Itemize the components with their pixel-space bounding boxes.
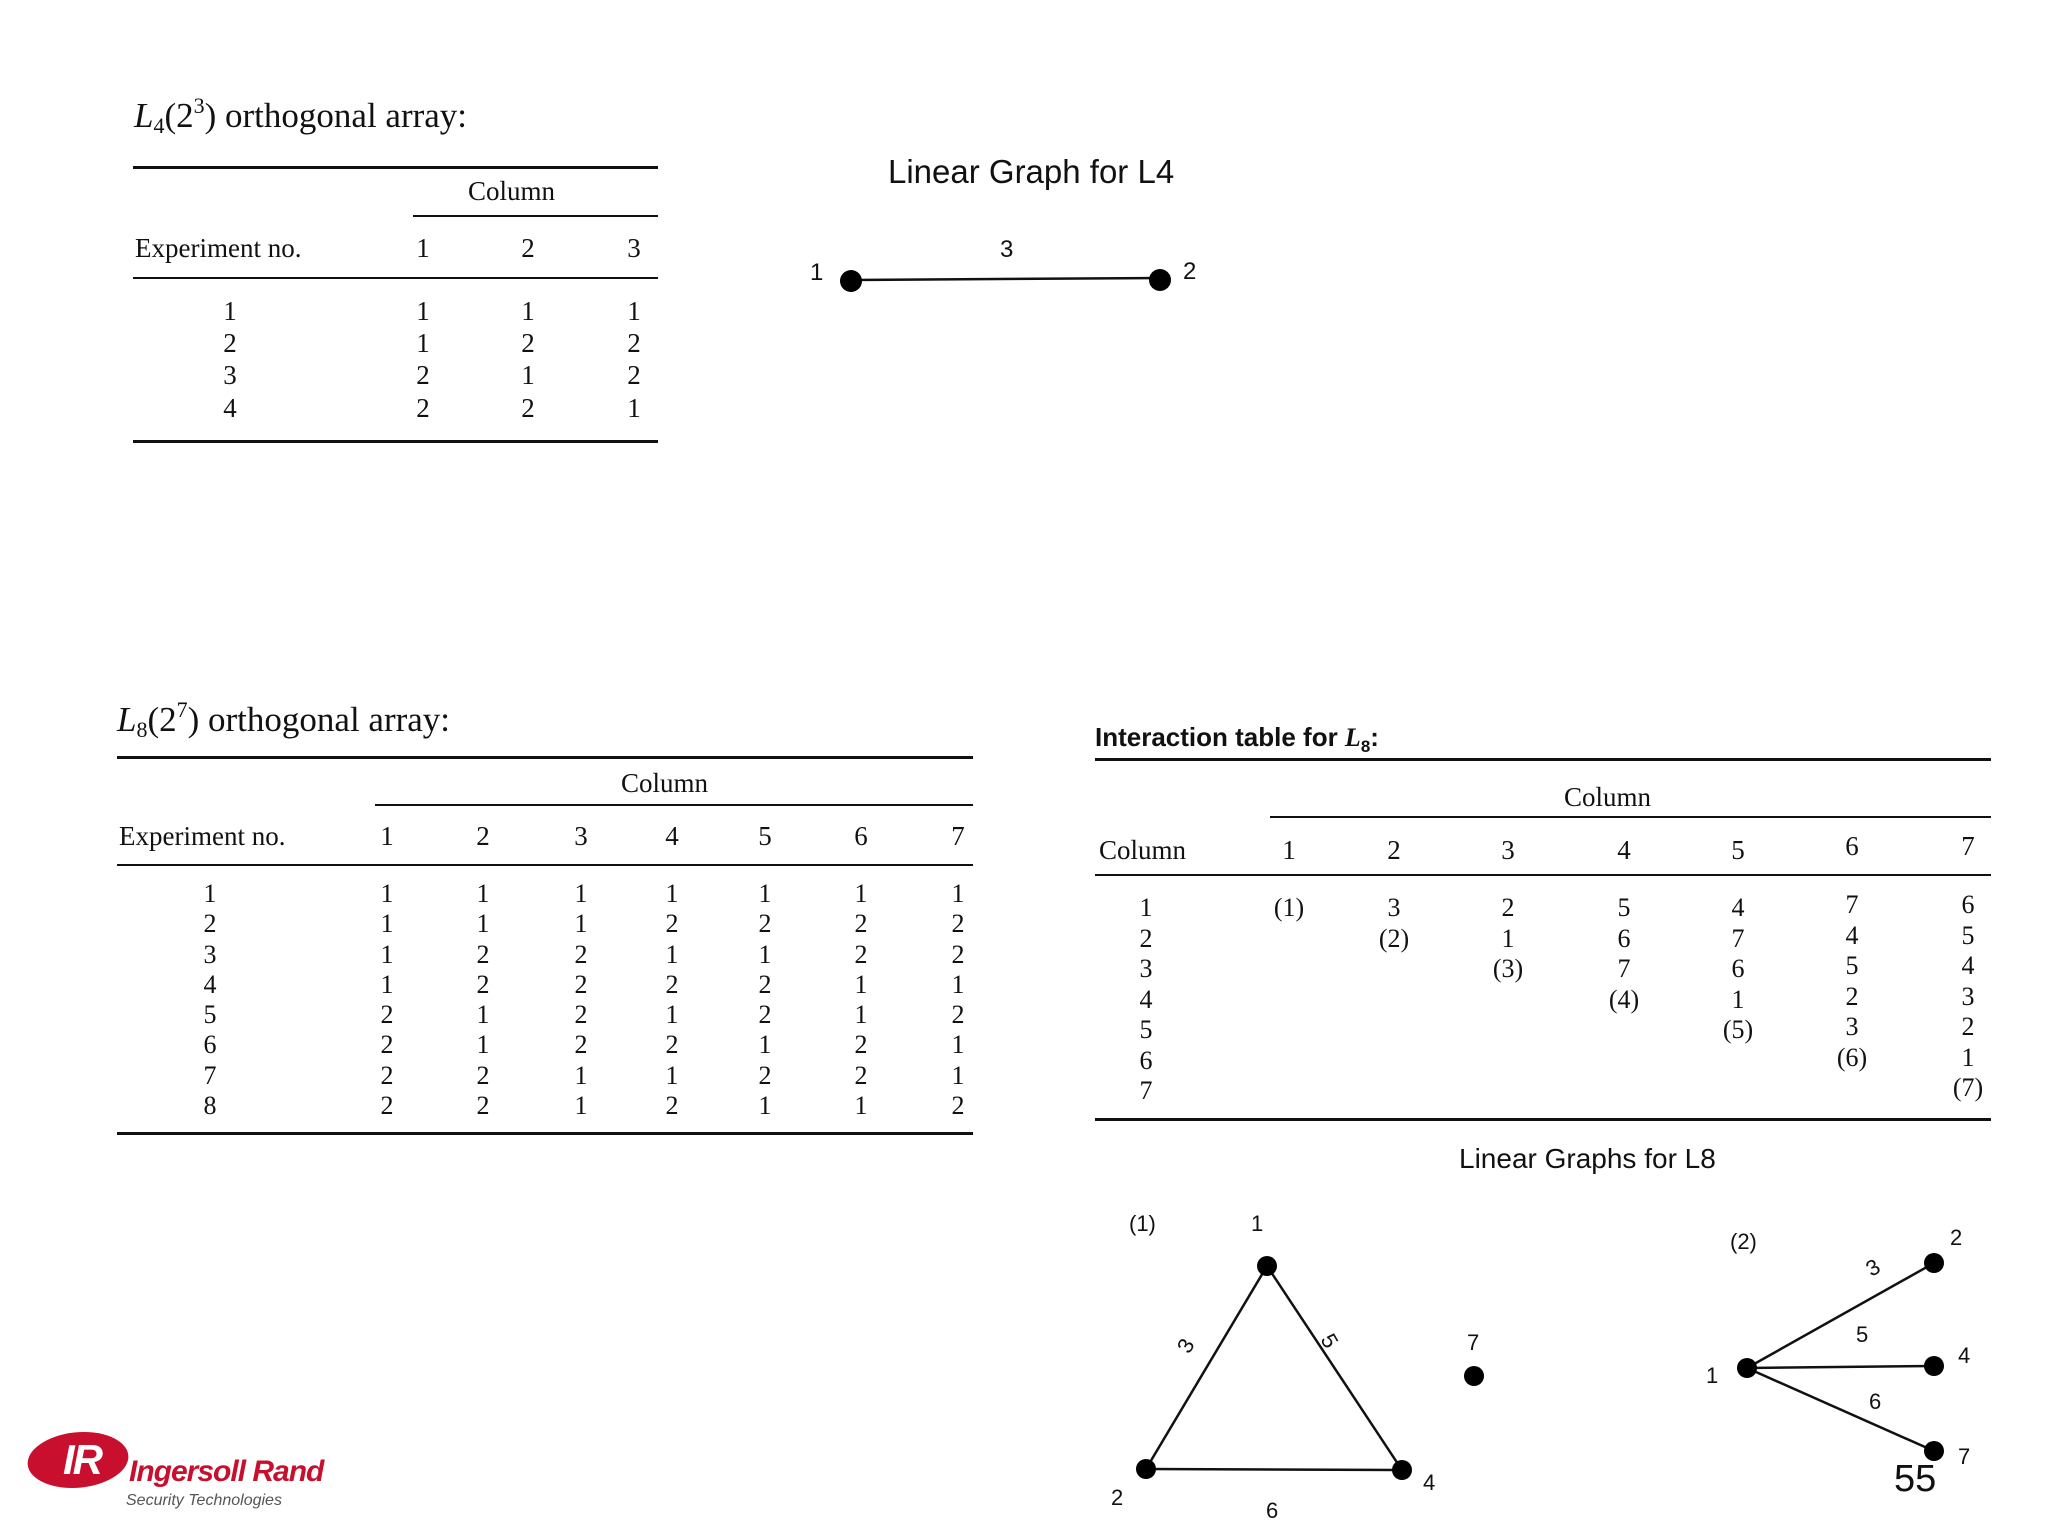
page-number: 55 (1894, 1458, 1937, 1500)
interaction-cell: 5 (1845, 951, 1859, 980)
g2-node-2 (1924, 1253, 1944, 1273)
ingersoll-rand-logo-name: Ingersoll Rand (129, 1455, 324, 1488)
g1-edge-1-2 (1146, 1266, 1267, 1469)
interaction-cell: 3 (1387, 893, 1401, 922)
interaction-row-label: 2 (1139, 923, 1153, 953)
l8-cell: 1 (380, 909, 394, 939)
interaction-row-label: 1 (1139, 893, 1153, 922)
interaction-cell: 6 (1617, 923, 1631, 953)
interaction-col-header-2: 2 (1387, 835, 1401, 865)
interaction-cell: (4) (1608, 984, 1640, 1014)
g1-node-4 (1392, 1460, 1412, 1480)
l8-cell: 1 (854, 1091, 868, 1121)
l4-cell: 1 (521, 296, 535, 326)
l8-cell: 1 (476, 1000, 490, 1030)
l4-graph-title: Linear Graph for L4 (888, 153, 1175, 190)
l4-cell: 2 (521, 328, 535, 358)
l8-cell: 2 (951, 1091, 965, 1121)
l4-col-header-2: 2 (521, 233, 535, 263)
g1-edge-5-label: 5 (1315, 1329, 1344, 1353)
l8-cell: 1 (665, 939, 679, 969)
interaction-cell: 5 (1617, 893, 1631, 922)
interaction-cell: (3) (1492, 954, 1524, 983)
l8-cell: 1 (758, 879, 772, 908)
l8-cell: 2 (665, 909, 679, 939)
l8-cell: 2 (758, 1000, 772, 1030)
l4-row-header: Experiment no. (135, 233, 302, 263)
interaction-cell: 5 (1961, 920, 1975, 950)
l8-cell: 2 (574, 1030, 588, 1060)
l4-graph-node-2-label: 2 (1183, 258, 1197, 285)
interaction-cell: 3 (1845, 1012, 1859, 1041)
l8-cell: 2 (854, 909, 868, 939)
l8-cell: 1 (854, 969, 868, 999)
l8-cell: 1 (476, 879, 490, 908)
interaction-cell: 6 (1731, 954, 1745, 983)
l8-cell: 1 (574, 1060, 588, 1090)
interaction-cell: 2 (1501, 893, 1515, 922)
l4-cell: 2 (416, 360, 430, 390)
l4-cell: 1 (627, 393, 641, 423)
l8-cell: 1 (380, 879, 394, 908)
l8-cell: 1 (574, 909, 588, 939)
l8-col-header-1: 1 (380, 821, 394, 851)
l8-cell: 2 (665, 1091, 679, 1121)
g1-edge-2-4 (1146, 1469, 1402, 1470)
interaction-row-label: 7 (1139, 1076, 1153, 1105)
l8-col-header-7: 7 (951, 821, 965, 851)
interaction-cell: (1) (1273, 893, 1305, 922)
interaction-row-label: 6 (1139, 1045, 1153, 1075)
l8-cell: 1 (665, 1060, 679, 1090)
l4-exp-number: 2 (223, 328, 237, 358)
ingersoll-rand-logo-mark: IR (28, 1432, 134, 1492)
g1-node-7 (1464, 1366, 1484, 1386)
l4-cell: 2 (416, 393, 430, 423)
l8-cell: 2 (380, 1060, 394, 1090)
l8-cell: 1 (854, 1000, 868, 1030)
l8-cell: 2 (951, 909, 965, 939)
g1-edge-3-label: 3 (1171, 1334, 1200, 1358)
g1-label: (1) (1129, 1211, 1156, 1236)
l8-column-header: Column (621, 768, 709, 798)
l8-cell: 1 (951, 969, 965, 999)
l8-exp-number: 5 (203, 1000, 217, 1030)
l8-cell: 1 (758, 939, 772, 969)
interaction-cell: 1 (1731, 984, 1745, 1014)
l8-col-header-3: 3 (574, 821, 588, 851)
l4-exp-number: 4 (223, 393, 237, 423)
l8-exp-number: 3 (203, 939, 217, 969)
g1-node-2-label: 2 (1111, 1485, 1124, 1510)
interaction-col-header-7: 7 (1961, 831, 1975, 861)
interaction-cell: 4 (1731, 893, 1745, 922)
interaction-cell: 4 (1961, 951, 1975, 980)
l8-row-header: Experiment no. (119, 821, 286, 851)
l8-col-header-6: 6 (854, 821, 868, 851)
interaction-col-header-3: 3 (1501, 835, 1515, 865)
l8-col-header-4: 4 (665, 821, 679, 851)
interaction-cell: (2) (1378, 923, 1410, 953)
l8-cell: 1 (854, 879, 868, 908)
interaction-cell: 2 (1845, 981, 1859, 1011)
l8-cell: 2 (854, 1030, 868, 1060)
l8-cell: 2 (380, 1091, 394, 1121)
l8-col-header-5: 5 (758, 821, 772, 851)
interaction-title: Interaction table for $L_8$: (1095, 722, 1379, 757)
interaction-cell: (6) (1836, 1042, 1868, 1072)
interaction-cell: (5) (1722, 1015, 1754, 1044)
interaction-cell: (7) (1952, 1073, 1984, 1102)
l8-exp-number: 2 (203, 909, 217, 939)
g2-node-2-label: 2 (1950, 1225, 1963, 1250)
interaction-col-header-6: 6 (1845, 831, 1859, 861)
g2-node-1 (1737, 1358, 1757, 1378)
g2-edge-1-7 (1747, 1368, 1934, 1451)
g1-node-1-label: 1 (1251, 1211, 1264, 1236)
g2-node-4 (1924, 1356, 1944, 1376)
interaction-cell: 2 (1961, 1012, 1975, 1041)
interaction-column-header: Column (1564, 782, 1652, 812)
l4-cell: 1 (416, 328, 430, 358)
l4-cell: 1 (627, 296, 641, 326)
interaction-col-header-4: 4 (1617, 835, 1631, 865)
l8-cell: 1 (951, 1060, 965, 1090)
l8-title: $L_8(2^7)$ orthogonal array: (117, 697, 451, 742)
interaction-cell: 7 (1617, 954, 1631, 983)
g2-edge-1-2 (1747, 1263, 1934, 1368)
g2-edge-1-4 (1747, 1366, 1934, 1368)
l8-cell: 1 (758, 1030, 772, 1060)
l4-cell: 1 (521, 360, 535, 390)
g2-edge-5-label: 5 (1856, 1322, 1869, 1347)
g1-edge-6-label: 6 (1266, 1498, 1279, 1523)
g1-node-7-label: 7 (1467, 1330, 1480, 1355)
l8-cell: 1 (665, 1000, 679, 1030)
interaction-row-label: 4 (1139, 984, 1153, 1014)
l4-cell: 1 (416, 296, 430, 326)
l8-cell: 2 (380, 1030, 394, 1060)
interaction-row-label: 3 (1139, 954, 1153, 983)
l8-cell: 2 (380, 1000, 394, 1030)
g2-edge-3-label: 3 (1861, 1253, 1885, 1282)
l8-cell: 1 (758, 1091, 772, 1121)
l8-graphs-title: Linear Graphs for L8 (1459, 1143, 1716, 1174)
l8-cell: 1 (951, 879, 965, 908)
l4-column-header: Column (468, 176, 556, 206)
l8-cell: 2 (665, 1030, 679, 1060)
l4-cell: 2 (521, 393, 535, 423)
l4-cell: 2 (627, 360, 641, 390)
g1-node-2 (1136, 1459, 1156, 1479)
l8-cell: 2 (854, 1060, 868, 1090)
l8-cell: 2 (951, 939, 965, 969)
g2-node-1-label: 1 (1706, 1363, 1719, 1388)
interaction-cell: 7 (1845, 890, 1859, 919)
l8-cell: 1 (574, 1091, 588, 1121)
l8-cell: 2 (574, 939, 588, 969)
interaction-cell: 7 (1731, 923, 1745, 953)
interaction-cell: 6 (1961, 890, 1975, 919)
l8-cell: 2 (951, 1000, 965, 1030)
l8-cell: 2 (476, 1060, 490, 1090)
l4-col-header-1: 1 (416, 233, 430, 263)
l8-cell: 1 (665, 879, 679, 908)
l8-cell: 1 (951, 1030, 965, 1060)
l8-cell: 2 (758, 969, 772, 999)
l8-cell: 2 (574, 969, 588, 999)
l4-exp-number: 1 (223, 296, 237, 326)
g1-edge-1-4 (1267, 1266, 1402, 1470)
l8-cell: 1 (380, 939, 394, 969)
l8-cell: 1 (476, 1030, 490, 1060)
interaction-cell: 1 (1961, 1042, 1975, 1072)
l8-cell: 2 (758, 1060, 772, 1090)
interaction-row-label: 5 (1139, 1015, 1153, 1044)
l8-col-header-2: 2 (476, 821, 490, 851)
l8-cell: 2 (854, 939, 868, 969)
l4-graph-edge-label: 3 (1000, 236, 1014, 263)
l4-col-header-3: 3 (627, 233, 641, 263)
interaction-col-header-5: 5 (1731, 835, 1745, 865)
interaction-row-header: Column (1099, 835, 1187, 865)
logo-tagline: Security Technologies (126, 1492, 282, 1509)
l8-exp-number: 1 (203, 879, 217, 908)
l8-exp-number: 4 (203, 969, 217, 999)
g1-node-1 (1257, 1256, 1277, 1276)
l8-cell: 2 (758, 909, 772, 939)
l8-cell: 1 (380, 969, 394, 999)
l8-cell: 1 (574, 879, 588, 908)
g2-node-4-label: 4 (1958, 1343, 1971, 1368)
l4-exp-number: 3 (223, 360, 237, 390)
g2-edge-6-label: 6 (1869, 1389, 1882, 1414)
interaction-cell: 3 (1961, 981, 1975, 1011)
interaction-col-header-1: 1 (1282, 835, 1296, 865)
g2-label: (2) (1730, 1229, 1757, 1254)
g2-node-7-label: 7 (1958, 1444, 1971, 1469)
interaction-cell: 1 (1501, 923, 1515, 953)
l4-cell: 2 (627, 328, 641, 358)
l4-graph-node-1-label: 1 (810, 259, 824, 286)
l8-cell: 2 (665, 969, 679, 999)
l8-cell: 2 (574, 1000, 588, 1030)
l8-cell: 1 (476, 909, 490, 939)
l8-exp-number: 6 (203, 1030, 217, 1060)
l8-exp-number: 7 (203, 1060, 217, 1090)
l8-cell: 2 (476, 939, 490, 969)
l8-cell: 2 (476, 969, 490, 999)
l8-cell: 2 (476, 1091, 490, 1121)
l4-title: $L_4(2^3)$ orthogonal array: (134, 93, 468, 138)
g1-node-4-label: 4 (1423, 1470, 1436, 1495)
interaction-cell: 4 (1845, 920, 1859, 950)
l8-exp-number: 8 (203, 1091, 217, 1121)
